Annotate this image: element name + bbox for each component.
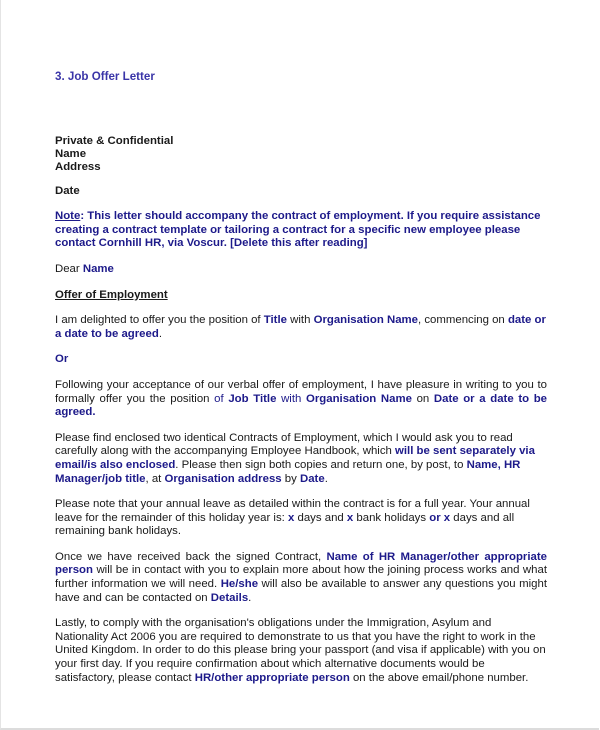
text: will also be available to answer any questions you might have and can be contacted on [55, 578, 547, 604]
placeholder-hr-manager: Name, HR Manager/job title [55, 458, 521, 485]
placeholder-delivery: will be sent separately via email/is also enclosed [55, 445, 535, 471]
text: Once we have received back the signed Contract, [55, 550, 327, 563]
placeholder-hr-contact: HR/other appropriate person [194, 671, 350, 684]
salutation-name: Name [82, 262, 114, 275]
placeholder-details: Details [210, 591, 249, 604]
paragraph-offer [55, 314, 547, 341]
placeholder-organisation: Organisation Name [313, 314, 419, 327]
text: days and [294, 511, 347, 524]
placeholder-days: x [288, 511, 295, 524]
text: . [158, 327, 162, 340]
paragraph-right-to-work [55, 617, 547, 685]
text: by [281, 472, 300, 485]
recipient-block [55, 135, 547, 174]
note-paragraph [55, 210, 547, 251]
paragraph-annual-leave [55, 498, 547, 539]
document-heading: 3. Job Offer Letter [55, 70, 155, 83]
placeholder-title: Title [263, 314, 287, 327]
text: on the above email/phone number. [349, 671, 529, 684]
placeholder-date: Date [300, 472, 325, 485]
text: of [214, 392, 229, 405]
placeholder-job-title: Job Title [228, 392, 277, 405]
text: . [324, 472, 328, 485]
text: with [276, 392, 306, 405]
salutation [55, 263, 547, 277]
text: days and all remaining bank holidays. [55, 511, 515, 538]
or-separator: Or [55, 353, 69, 366]
placeholder-alt-days: or x [429, 511, 451, 524]
text: , at [145, 472, 165, 485]
text: . [92, 406, 96, 419]
paragraph-verbal-offer [55, 379, 547, 420]
text: . [248, 591, 252, 604]
salutation-prefix: Dear [55, 262, 83, 275]
text: Please find enclosed two identical Contracts of Employment, which I would ask you to read carefully along with the accompanying Employee Handbook, which [55, 431, 513, 458]
text: I am delighted to offer you the position of [55, 314, 264, 327]
placeholder-bank-holidays: x [346, 511, 354, 524]
placeholder-contact-person: Name of HR Manager/other appropriate person [55, 550, 547, 577]
confidential-label: Private & Confidential [55, 134, 174, 147]
letter-content [55, 70, 547, 685]
paragraph-next-steps [55, 551, 547, 605]
letter-date: Date [55, 184, 80, 197]
section-title: Offer of Employment [55, 288, 168, 301]
text: Lastly, to comply with the organisation's obligations under the Immigration, Asylum and Nationality Act 2006 you are required to demonstrate to us that you have the right to work in the United Kingdom. In order to do this please bring your passport (and visa if applicable) with you on your first day. If you require confirmation about which alternative documents would be satisfactory, please contact [55, 617, 546, 684]
text: Please note that your annual leave as detailed within the contract is for a full year. Your annual leave for the remainder of this holiday year is: [55, 498, 530, 524]
paragraph-contracts [55, 432, 547, 486]
recipient-address: Address [55, 160, 101, 173]
text: Following your acceptance of our verbal offer of employment, I have pleasure in writing to you to formally offer you the position [55, 378, 547, 405]
placeholder-pronoun: He/she [220, 578, 259, 591]
note-label: Note [55, 210, 81, 223]
text: will be in contact with you to explain more about how the joining process works and what further information we will need. [55, 564, 547, 591]
placeholder-address: Organisation address [164, 472, 282, 485]
placeholder-date: Date or a date to be agreed [55, 392, 548, 419]
text: . Please then sign both copies and return one, by post, to [175, 458, 467, 471]
note-text: : This letter should accompany the contract of employment. If you require assistance creating a contract template or tailoring a contract for a specific new employee please contact Cornhill HR, via Voscur. [Delete this after reading] [55, 210, 541, 250]
placeholder-date: date or a date to be agreed [55, 314, 546, 340]
text: on [411, 392, 434, 405]
recipient-name: Name [55, 147, 87, 160]
placeholder-organisation: Organisation Name [305, 392, 412, 405]
text: , commencing on [418, 314, 508, 327]
text: with [286, 314, 314, 327]
text: bank holidays [353, 511, 430, 524]
